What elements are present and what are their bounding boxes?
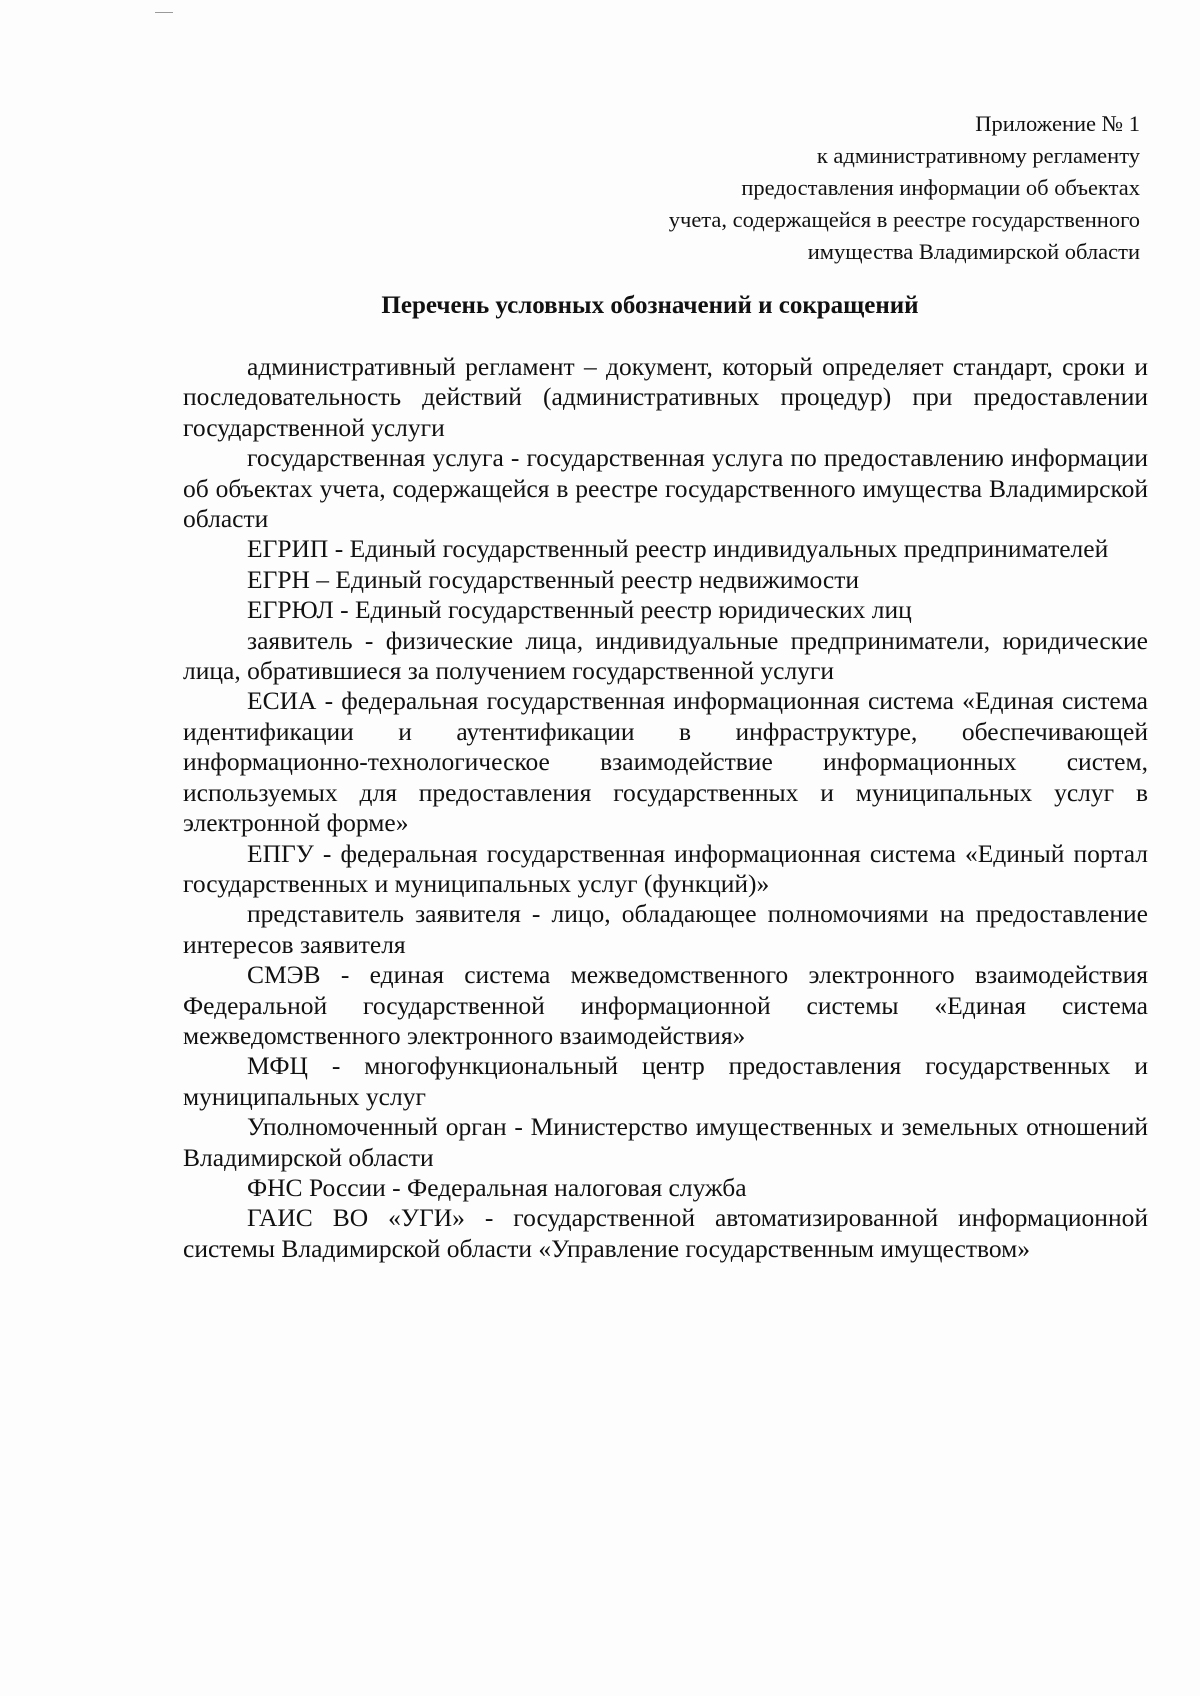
appendix-number: Приложение № 1	[975, 111, 1140, 136]
scan-artifact-mark	[155, 12, 173, 13]
definition-smev: СМЭВ - единая система межведомственного электронного взаимодействия Федеральной государственной информационной системы «Единая система межведомственного электронного взаимодействия»	[183, 960, 1148, 1050]
appendix-header	[580, 108, 1140, 268]
document-title: Перечень условных обозначений и сокращений	[381, 292, 919, 319]
definition-mfc: МФЦ - многофункциональный центр предоставления государственных и муниципальных услуг	[183, 1051, 1148, 1111]
definition-gais-ugi: ГАИС ВО «УГИ» - государственной автоматизированной информационной системы Владимирской области «Управление государственным имуществом»	[183, 1203, 1148, 1263]
appendix-reference-line: предоставления информации об объектах	[741, 175, 1140, 200]
definition-egrul: ЕГРЮЛ - Единый государственный реестр юридических лиц	[247, 595, 912, 625]
definition-esia: ЕСИА - федеральная государственная информационная система «Единая система идентификации и аутентификации в инфраструктуре, обеспечивающей информационно-технологическое взаимодействие информационных систем, используемых для предоставления государственных и муниципальных услуг в электронной форме»	[183, 686, 1148, 838]
definitions-list	[183, 352, 1148, 1264]
definition-epgu: ЕПГУ - федеральная государственная информационная система «Единый портал государственных и муниципальных услуг (функций)»	[183, 838, 1148, 898]
appendix-reference-line: к административному регламенту	[816, 143, 1140, 168]
definition-fns: ФНС России - Федеральная налоговая служба	[247, 1172, 747, 1202]
definition-applicant: заявитель - физические лица, индивидуальные предприниматели, юридические лица, обратившиеся за получением государственной услуги	[183, 625, 1148, 686]
definition-state-service: государственная услуга - государственная услуга по предоставлению информации об объектах учета, содержащейся в реестре государственного имущества Владимирской области	[183, 443, 1148, 534]
definition-applicant-representative: представитель заявителя - лицо, обладающее полномочиями на предоставление интересов заявителя	[183, 899, 1148, 959]
definition-administrative-regulation: административный регламент – документ, который определяет стандарт, сроки и последовательность действий (административных процедур) при предоставлении государственной услуги	[183, 352, 1148, 442]
definition-egrn: ЕГРН – Единый государственный реестр недвижимости	[247, 564, 860, 594]
appendix-reference-line: имущества Владимирской области	[807, 239, 1140, 264]
appendix-reference-line: учета, содержащейся в реестре государственного	[668, 207, 1140, 232]
definition-egrip: ЕГРИП - Единый государственный реестр индивидуальных предпринимателей	[247, 534, 1109, 564]
definition-authorized-body: Уполномоченный орган - Министерство имущественных и земельных отношений Владимирской области	[183, 1112, 1148, 1172]
